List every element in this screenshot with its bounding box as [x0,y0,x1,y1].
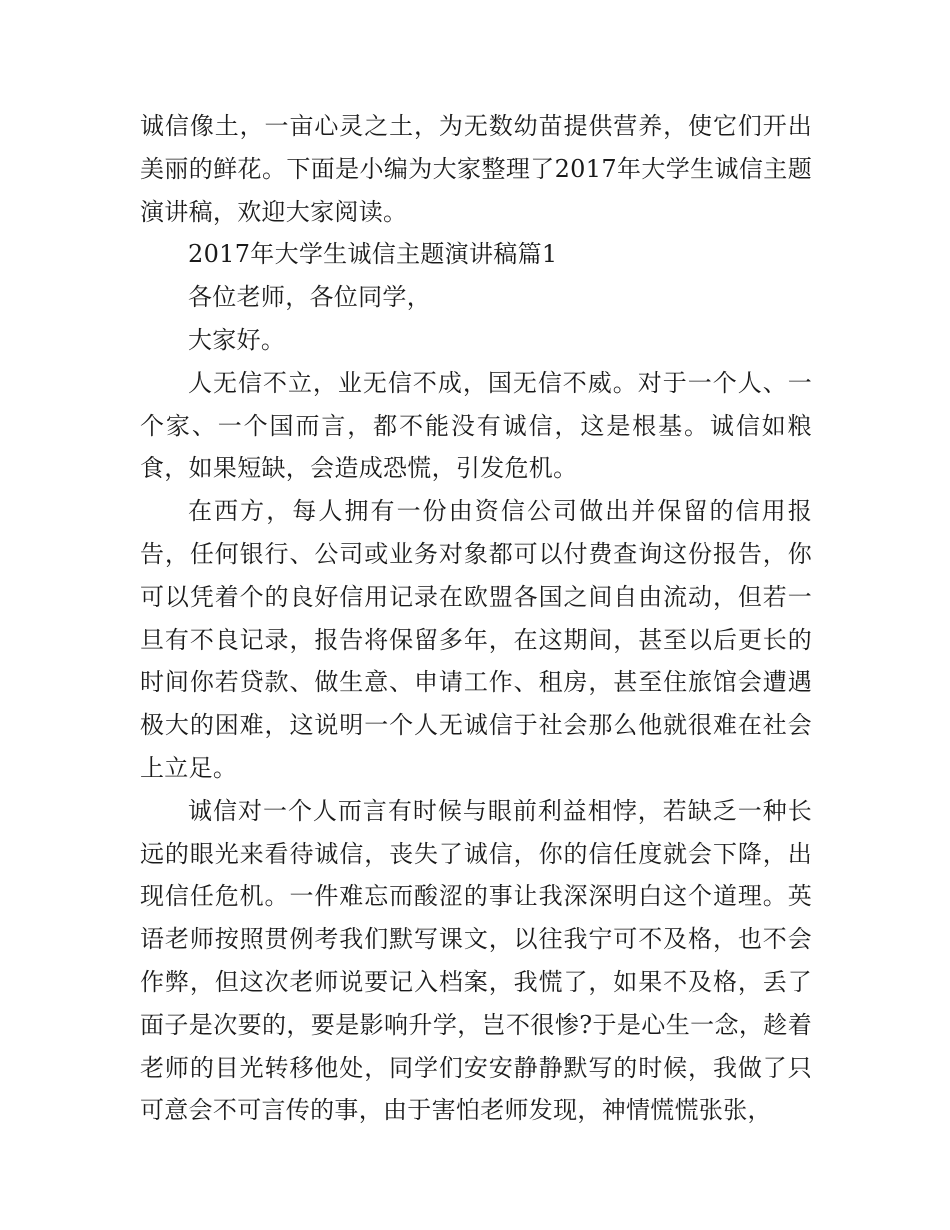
document-page [140,105,812,1132]
body-paragraph: 在西方，每人拥有一份由资信公司做出并保留的信用报告，任何银行、公司或业务对象都可以付费查询这份报告，你可以凭着个的良好信用记录在欧盟各国之间自由流动，但若一旦有不良记录，报告将保留多年，在这期间，甚至以后更长的时间你若贷款、做生意、申请工作、租房，甚至住旅馆会遭遇极大的困难，这说明一个人无诚信于社会那么他就很难在社会上立足。 [140,497,812,782]
intro-paragraph: 诚信像土，一亩心灵之土，为无数幼苗提供营养，使它们开出美丽的鲜花。下面是小编为大家整理了2017年大学生诚信主题演讲稿，欢迎大家阅读。 [140,112,812,226]
salutation: 各位老师，各位同学， [188,283,431,312]
greeting: 大家好。 [188,325,286,354]
body-paragraph: 人无信不立，业无信不成，国无信不威。对于一个人、一个家、一个国而言，都不能没有诚信，这是根基。诚信如粮食，如果短缺，会造成恐慌，引发危机。 [140,368,812,483]
body-paragraph: 诚信对一个人而言有时候与眼前利益相悖，若缺乏一种长远的眼光来看待诚信，丧失了诚信，你的信任度就会下降，出现信任危机。一件难忘而酸涩的事让我深深明白这个道理。英语老师按照贯例考我们默写课文，以往我宁可不及格，也不会作弊，但这次老师说要记入档案，我慌了，如果不及格，丢了面子是次要的，要是影响升学，岂不很惨?于是心生一念，趁着老师的目光转移他处，同学们安安静静默写的时候，我做了只可意会不可言传的事，由于害怕老师发现，神情慌慌张张， [140,796,812,1125]
section-heading: 2017年大学生诚信主题演讲稿篇1 [188,240,558,269]
